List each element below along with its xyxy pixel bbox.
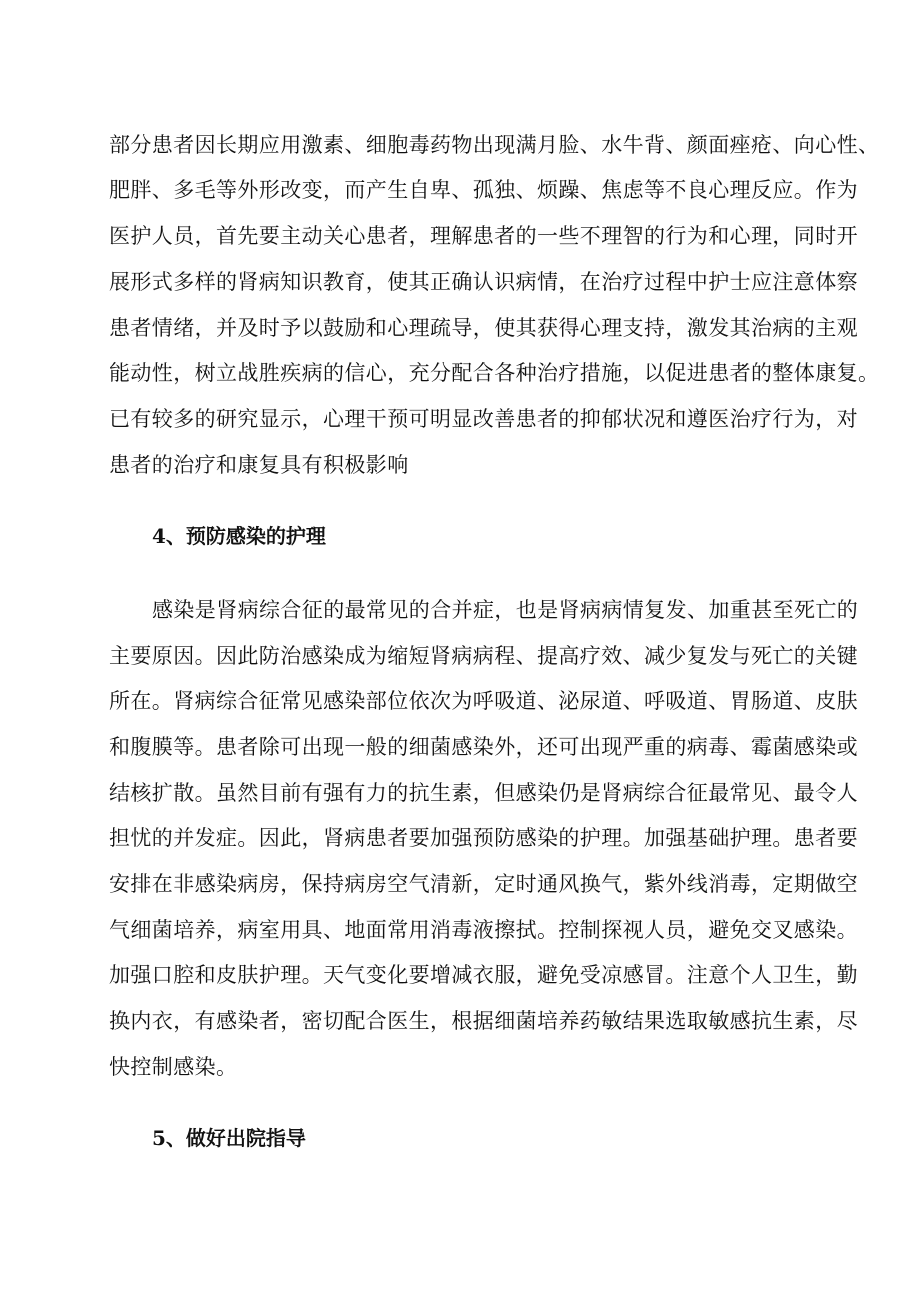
paragraph-2-line-6: 担忧的并发症。因此，肾病患者要加强预防感染的护理。加强基础护理。患者要 — [109, 826, 858, 850]
paragraph-2-line-9: 加强口腔和皮肤护理。天气变化要增减衣服，避免受凉感冒。注意个人卫生，勤 — [109, 963, 858, 987]
paragraph-2-line-5: 结核扩散。虽然目前有强有力的抗生素，但感染仍是肾病综合征最常见、最令人 — [109, 781, 858, 805]
paragraph-1-line-4: 展形式多样的肾病知识教育，使其正确认识病情，在治疗过程中护士应注意体察 — [109, 270, 858, 294]
paragraph-2-line-10: 换内衣，有感染者，密切配合医生，根据细菌培养药敏结果选取敏感抗生素，尽 — [109, 1009, 858, 1033]
paragraph-1-line-3: 医护人员，首先要主动关心患者，理解患者的一些不理智的行为和心理，同时开 — [109, 224, 858, 248]
paragraph-1-line-8: 患者的治疗和康复具有积极影响 — [109, 453, 409, 477]
paragraph-2-line-2: 主要原因。因此防治感染成为缩短肾病病程、提高疗效、减少复发与死亡的关键 — [109, 644, 858, 668]
paragraph-1-line-2: 肥胖、多毛等外形改变，而产生自卑、孤独、烦躁、焦虑等不良心理反应。作为 — [109, 178, 858, 202]
paragraph-2-line-1: 感染是肾病综合征的最常见的合并症，也是肾病病情复发、加重甚至死亡的 — [152, 598, 859, 622]
paragraph-1-line-6: 能动性，树立战胜疾病的信心，充分配合各种治疗措施，以促进患者的整体康复。 — [109, 361, 880, 385]
paragraph-1-line-1: 部分患者因长期应用激素、细胞毒药物出现满月脸、水牛背、颜面痤疮、向心性、 — [109, 133, 880, 157]
paragraph-2-line-11: 快控制感染。 — [109, 1055, 238, 1079]
section-heading-5: 5、做好出院指导 — [152, 1126, 306, 1150]
paragraph-1-line-5: 患者情绪，并及时予以鼓励和心理疏导，使其获得心理支持，激发其治病的主观 — [109, 316, 858, 340]
section-heading-4: 4、预防感染的护理 — [152, 524, 326, 548]
paragraph-1-line-7: 已有较多的研究显示，心理干预可明显改善患者的抑郁状况和遵医治疗行为，对 — [109, 407, 858, 431]
paragraph-2-line-7: 安排在非感染病房，保持病房空气清新，定时通风换气，紫外线消毒，定期做空 — [109, 872, 858, 896]
paragraph-2-line-8: 气细菌培养，病室用具、地面常用消毒液擦拭。控制探视人员，避免交叉感染。 — [109, 918, 858, 942]
paragraph-2-line-4: 和腹膜等。患者除可出现一般的细菌感染外，还可出现严重的病毒、霉菌感染或 — [109, 735, 858, 759]
paragraph-2-line-3: 所在。肾病综合征常见感染部位依次为呼吸道、泌尿道、呼吸道、胃肠道、皮肤 — [109, 689, 858, 713]
